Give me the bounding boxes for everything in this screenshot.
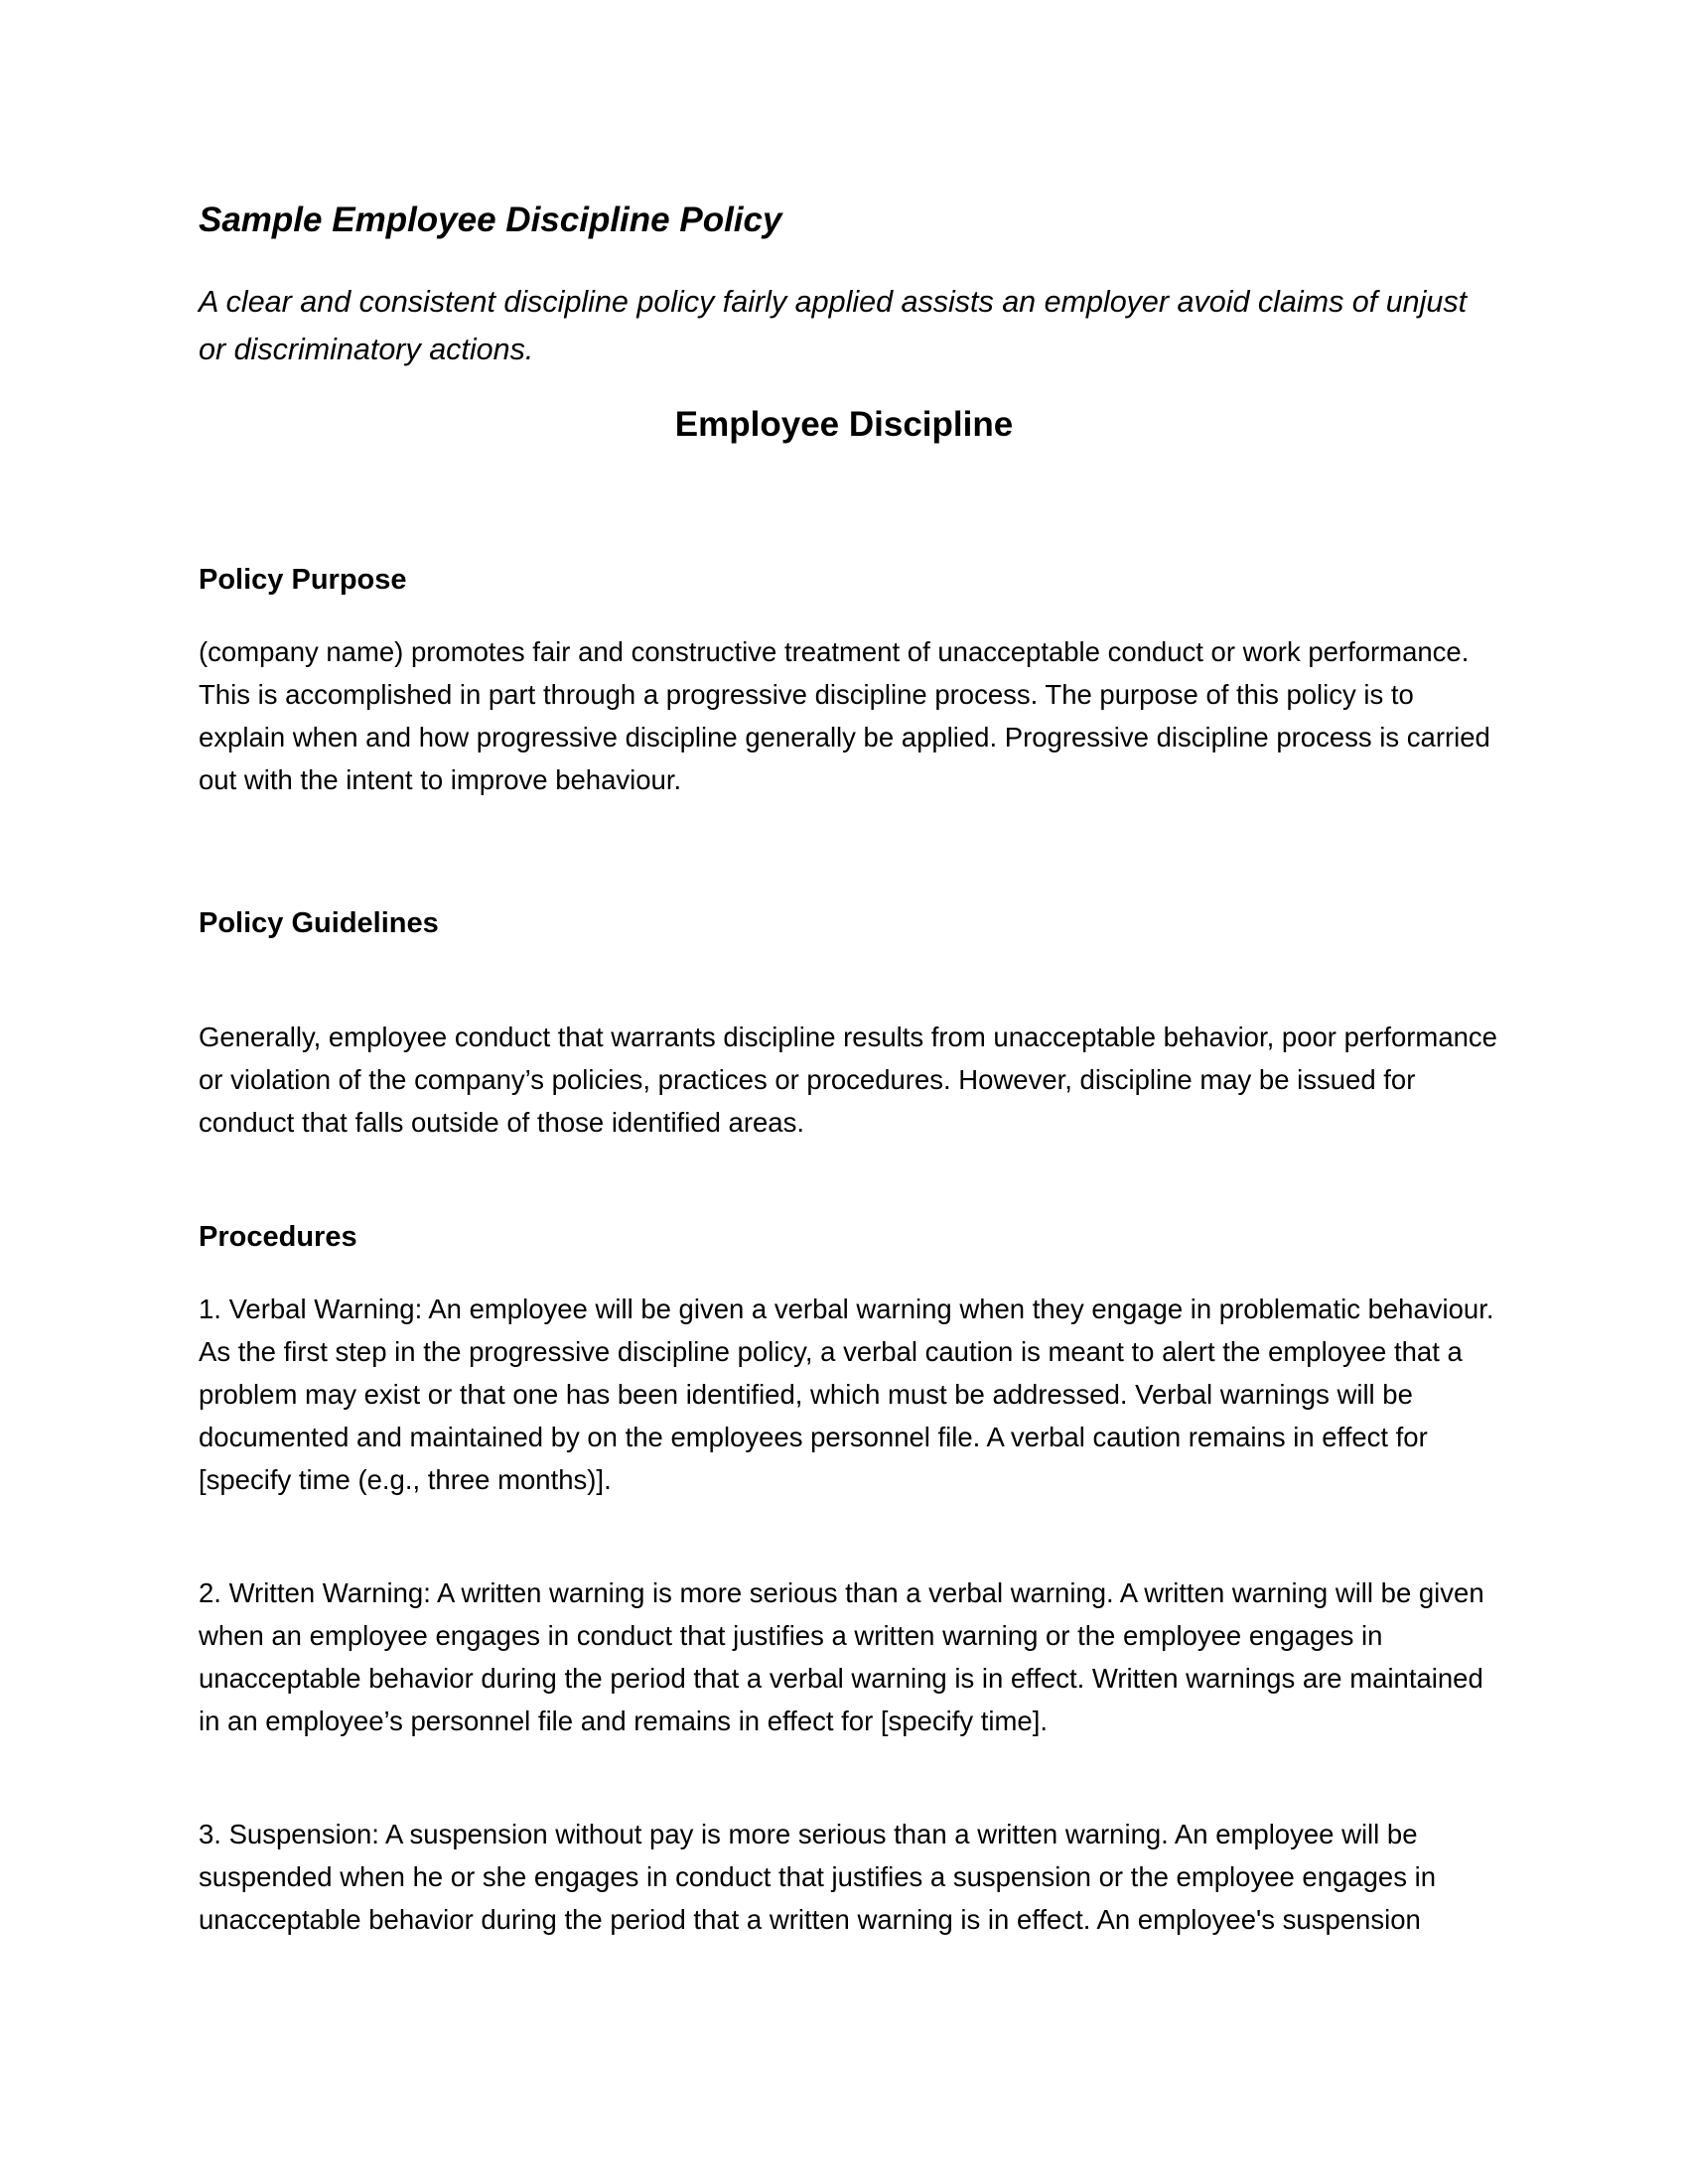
document-subtitle: A clear and consistent discipline policy fairly applied assists an employer avoid claims of unjust or discriminatory actions. xyxy=(199,285,1468,366)
procedure-step-suspension: 3. Suspension: A suspension without pay is more serious than a written warning. An employee will be suspended when he or she engages in conduct that justifies a suspension or the employee engages in unacceptable behavior during the period that a written warning is in effect. An employee's suspension xyxy=(199,1819,1436,1935)
section-body-policy-guidelines: Generally, employee conduct that warrants discipline results from unacceptable behavior, poor performance or violation of the company’s policies, practices or procedures. However, discipline may be issued for conduct that falls outside of those identified areas. xyxy=(199,1022,1497,1138)
procedure-step-verbal-warning: 1. Verbal Warning: An employee will be given a verbal warning when they engage in problematic behaviour. As the first step in the progressive discipline policy, a verbal caution is meant to alert the employee that a problem may exist or that one has been identified, which must be addressed. Verbal warnings will be documented and maintained by on the employees personnel file. A verbal caution remains in effect for [specify time (e.g., three months)]. xyxy=(199,1294,1494,1495)
section-heading-policy-purpose: Policy Purpose xyxy=(199,564,407,596)
main-heading: Employee Discipline xyxy=(674,405,1014,444)
procedure-step-written-warning: 2. Written Warning: A written warning is more serious than a verbal warning. A written warning will be given when an employee engages in conduct that justifies a written warning or the employee engages in unacceptable behavior during the period that a verbal warning is in effect. Written warnings are maintained in an employee’s personnel file and remains in effect for [specify time]. xyxy=(199,1577,1484,1736)
section-body-policy-purpose: (company name) promotes fair and constructive treatment of unacceptable conduct or work performance. This is accomplished in part through a progressive discipline process. The purpose of this policy is to explain when and how progressive discipline generally be applied. Progressive discipline process is carried out with the intent to improve behaviour. xyxy=(199,636,1490,795)
document-title: Sample Employee Discipline Policy xyxy=(199,201,782,239)
section-heading-procedures: Procedures xyxy=(199,1221,357,1253)
section-heading-policy-guidelines: Policy Guidelines xyxy=(199,907,439,939)
